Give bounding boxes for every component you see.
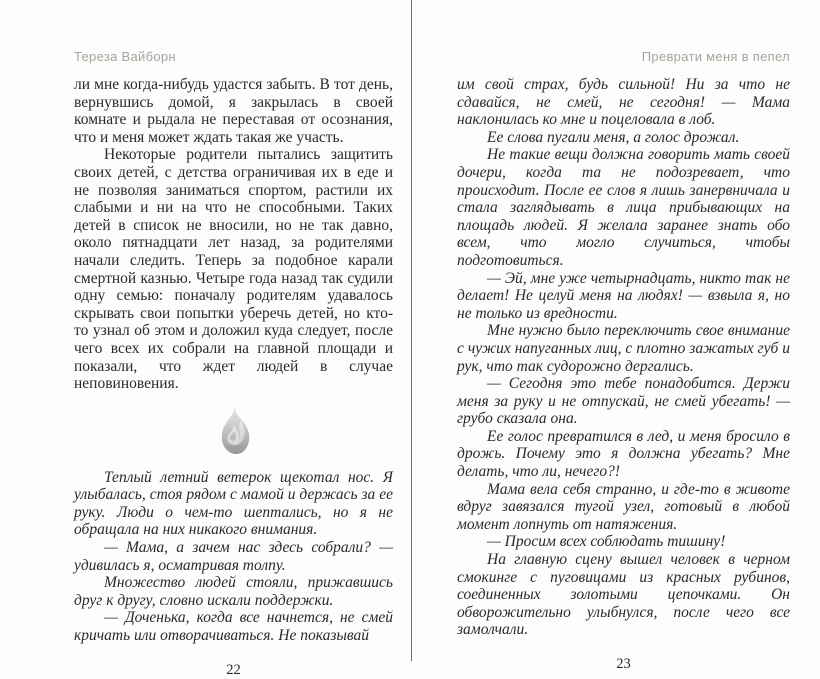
running-head-title: Преврати меня в пепел [641,49,790,64]
paragraph: — Просим всех соблюдать тишину! [487,533,726,551]
paragraph: Ее слова пугали меня, а голос дрожал. [487,128,740,146]
flame-ornament-icon [215,404,253,458]
scene-break [74,393,393,469]
paragraph: ли мне когда-нибудь удастся забыть. В тот день, вернувшись домой, я закрылась в своей комнате и рыдала не переставая от осознания, что и меня может ждать такая же участь. [74,76,393,146]
paragraph: Теплый летний ветерок щекотал нос. Я улыбалась, стоя рядом с мамой и держась за ее руку. Люди о чем-то шептались, но я не обращала на них никакого внимания. [74,468,393,539]
right-page [457,48,790,673]
left-page-number: 22 [226,661,241,678]
paragraph: — Сегодня это тебе понадобится. Держи меня за руку и не отпускай, не смей убегать! — грубо сказала она. [457,375,790,428]
paragraph: Не такие вещи должна говорить мать своей дочери, когда та не подозревает, что происходит. После ее слов я лишь занервничала и стала заглядывать в лица прибывающих на площадь людей. Я желала заранее знать обо всем, что могло случиться, чтобы подготовиться. [457,146,790,269]
page-gutter-divider [411,0,412,661]
left-page-body [74,76,393,645]
running-head-author: Тереза Вайборн [74,49,176,64]
paragraph: — Доченька, когда все начнется, не смей кричать или отворачиваться. Не показывай [74,609,393,645]
paragraph: — Эй, мне уже четырнадцать, никто так не делает! Не целуй меня на людях! — взвыла я, но не только из вредности. [457,269,790,322]
right-page-body [457,76,790,639]
paragraph: На главную сцену вышел человек в черном смокинге с пуговицами из красных рубинов, соединенных золотыми цепочками. Он обворожительно улыбнулся, после чего все замолчали. [457,551,790,639]
left-page [74,48,393,679]
paragraph: им свой страх, будь сильной! Ни за что не сдавайся, не смей, не сегодня! — Мама наклонилась ко мне и поцеловала в лоб. [457,76,790,129]
paragraph: Мама вела себя странно, и где-то в животе вдруг завязался тугой узел, готовый в любой момент лопнуть от натяжения. [457,480,790,533]
paragraph: Мне нужно было переключить свое внимание с чужих напуганных лиц, с плотно зажатых губ и рук, что так судорожно дергались. [457,322,790,375]
paragraph: Некоторые родители пытались защитить своих детей, с детства ограничивая их в еде и не позволяя заниматься спортом, растили их слабыми и ни на что не способными. Таких детей в список не вносили, но не так давно, около пятнадцати лет назад, за родителями начали следить. Теперь за подобное карали смертной казнью. Четыре года назад так судили одну семью: поначалу родителям удавалось скрывать свои попытки уберечь детей, но кто-то узнал об этом и доложил куда следует, после чего всех их собрали на главной площади и показали, что ждет людей в случае неповиновения. [74,146,393,393]
paragraph: Ее голос превратился в лед, и меня бросило в дрожь. Почему это я должна убегать? Мне делать, что ли, нечего?! [457,427,790,481]
paragraph: — Мама, а зачем нас здесь собрали? — удивилась я, осматривая толпу. [74,539,393,574]
right-page-number: 23 [616,656,631,672]
paragraph: Множество людей стояли, прижавшись друг к другу, словно искали поддержки. [74,574,393,609]
